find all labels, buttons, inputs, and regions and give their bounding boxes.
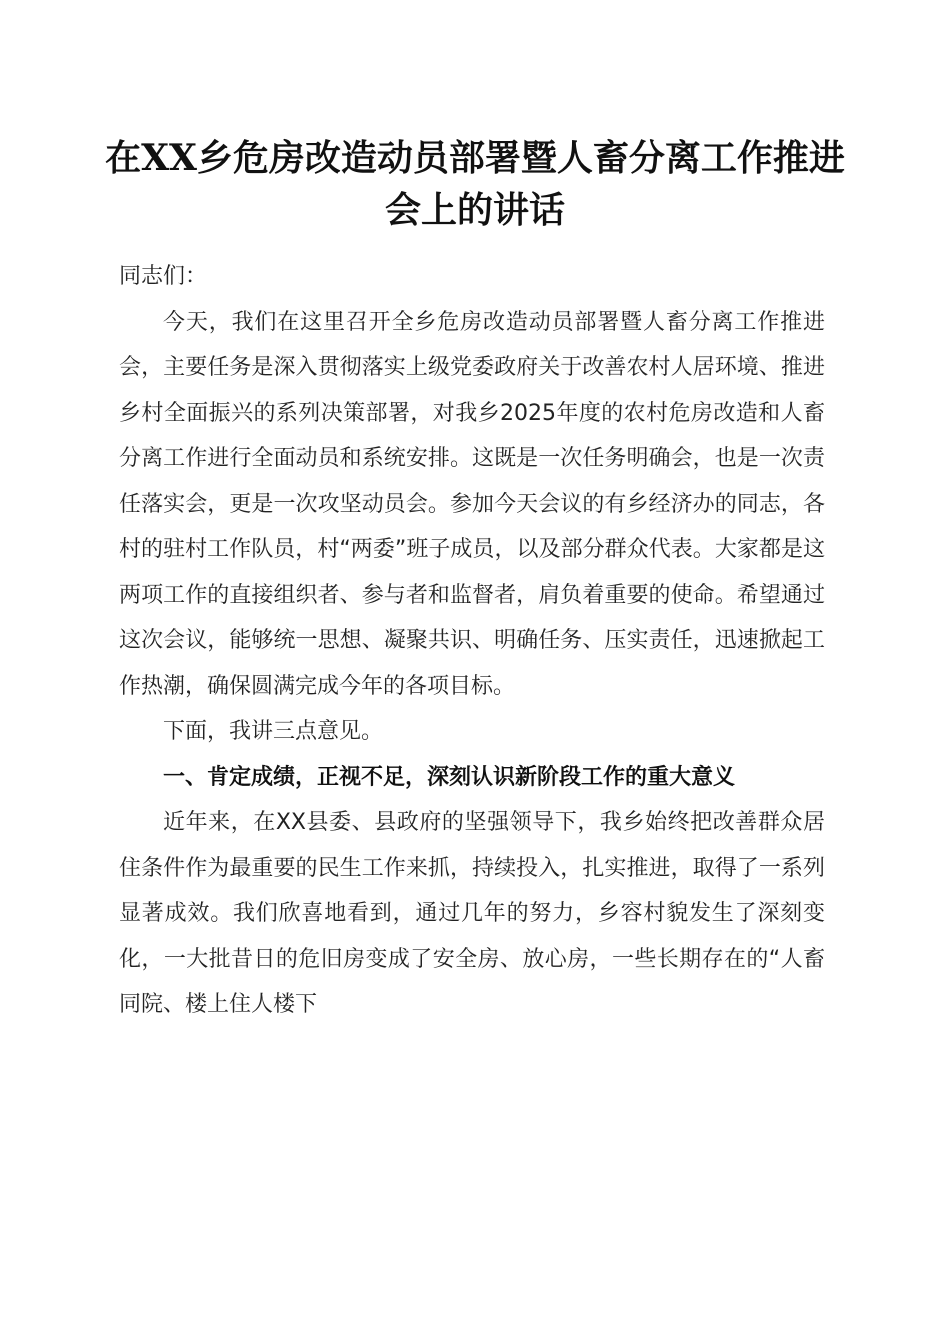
document-title: 在XX乡危房改造动员部署暨人畜分离工作推进会上的讲话 (105, 137, 845, 231)
document-body (119, 254, 825, 1028)
paragraph-outline: 下面，我讲三点意见。 (163, 719, 384, 744)
section-heading-1: 一、肯定成绩，正视不足，深刻认识新阶段工作的重大意义 (163, 764, 736, 790)
section-1-paragraph: 近年来，在XX县委、县政府的坚强领导下，我乡始终把改善群众居住条件作为最重要的民生工作来抓，持续投入，扎实推进，取得了一系列显著成效。我们欣喜地看到，通过几年的努力，乡容村貌发生了深刻变化，一大批昔日的危旧房变成了安全房、放心房，一些长期存在的“人畜同院、楼上住人楼下 (119, 810, 825, 1017)
salutation: 同志们： (119, 264, 208, 289)
paragraph-opening: 今天，我们在这里召开全乡危房改造动员部署暨人畜分离工作推进会，主要任务是深入贯彻落实上级党委政府关于改善农村人居环境、推进乡村全面振兴的系列决策部署，对我乡2025年度的农村危房改造和人畜分离工作进行全面动员和系统安排。这既是一次任务明确会，也是一次责任落实会，更是一次攻坚动员会。参加今天会议的有乡经济办的同志，各村的驻村工作队员，村“两委”班子成员，以及部分群众代表。大家都是这两项工作的直接组织者、参与者和监督者，肩负着重要的使命。希望通过这次会议，能够统一思想、凝聚共识、明确任务、压实责任，迅速掀起工作热潮，确保圆满完成今年的各项目标。 (119, 309, 825, 699)
